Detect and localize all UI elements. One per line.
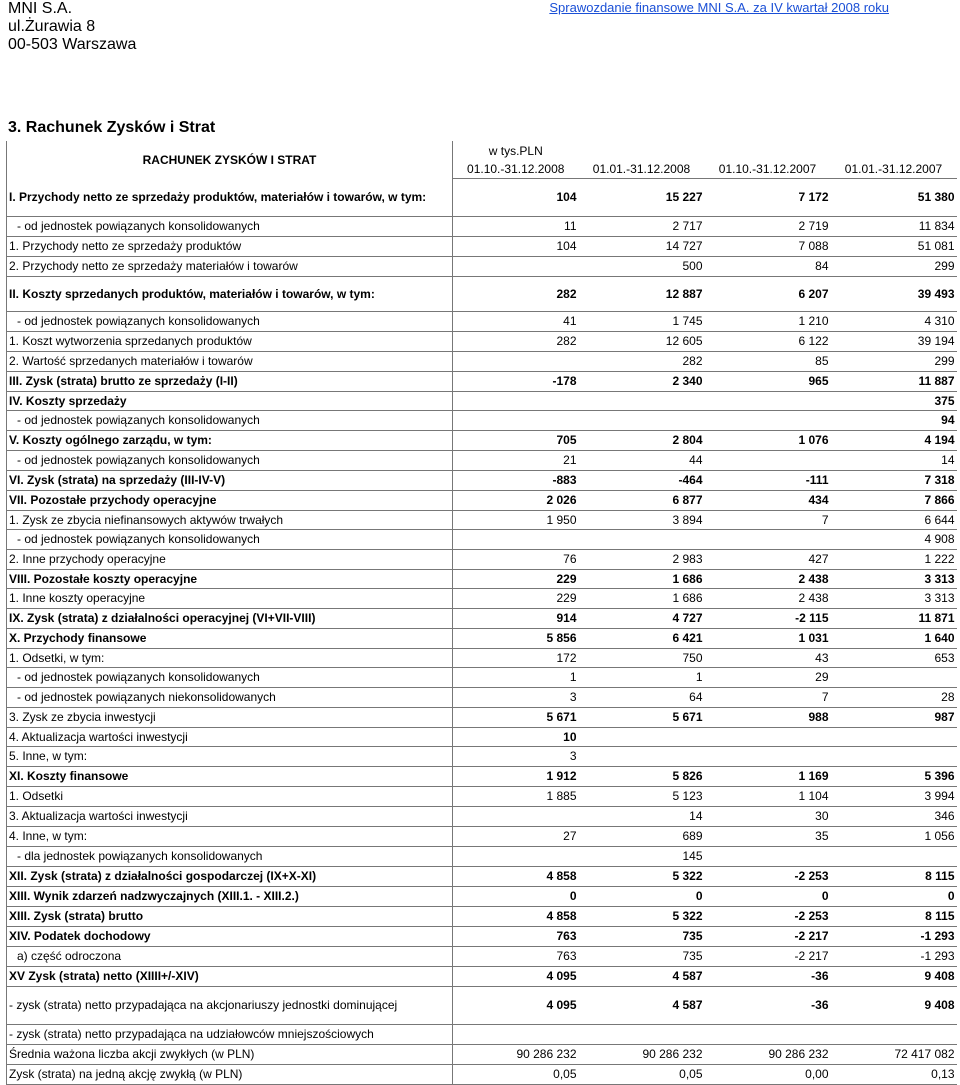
row-value (579, 529, 705, 549)
row-label: 3. Aktualizacja wartości inwestycji (7, 806, 453, 826)
row-value: 6 207 (705, 276, 831, 311)
table-row (7, 371, 957, 391)
row-value: 1 885 (453, 786, 579, 806)
row-value: 43 (705, 648, 831, 667)
row-value: 39 493 (831, 276, 957, 311)
row-value: 6 421 (579, 628, 705, 648)
row-value: 14 (579, 806, 705, 826)
row-value: 10 (453, 727, 579, 746)
period-header: 01.10.-31.12.2008 (453, 160, 579, 178)
table-row (7, 450, 957, 470)
row-value: 1 (453, 667, 579, 687)
row-label: III. Zysk (strata) brutto ze sprzedaży (I-II) (7, 371, 453, 391)
row-value: 1 222 (831, 549, 957, 569)
row-value: 763 (453, 926, 579, 946)
table-row (7, 727, 957, 746)
table-row (7, 608, 957, 628)
row-value: 500 (579, 256, 705, 276)
row-value (579, 1024, 705, 1044)
row-value: 735 (579, 926, 705, 946)
row-label: XII. Zysk (strata) z działalności gospodarczej (IX+X-XI) (7, 866, 453, 886)
row-value: 229 (453, 569, 579, 588)
row-label: - od jednostek powiązanych konsolidowanych (7, 410, 453, 430)
company-address-city: 00-503 Warszawa (8, 36, 137, 53)
row-value (705, 529, 831, 549)
row-value: 30 (705, 806, 831, 826)
row-value: 41 (453, 311, 579, 331)
row-label: 3. Zysk ze zbycia inwestycji (7, 707, 453, 727)
row-value: 12 605 (579, 331, 705, 351)
row-value: 5 826 (579, 766, 705, 786)
row-value: 3 994 (831, 786, 957, 806)
row-value: 1 056 (831, 826, 957, 846)
row-value: 282 (453, 276, 579, 311)
row-value (453, 410, 579, 430)
table-row (7, 178, 957, 216)
row-value: 4 858 (453, 906, 579, 926)
table-row (7, 628, 957, 648)
row-label: VII. Pozostałe przychody operacyjne (7, 490, 453, 510)
row-value: 2 719 (705, 216, 831, 236)
row-label: - od jednostek powiązanych niekonsolidowanych (7, 687, 453, 707)
row-value: 4 095 (453, 986, 579, 1024)
row-value: 4 194 (831, 430, 957, 450)
company-name: MNI S.A. (8, 0, 73, 17)
row-value: -2 253 (705, 866, 831, 886)
row-value: 2 438 (705, 588, 831, 608)
row-value: 14 727 (579, 236, 705, 256)
row-value: 1 912 (453, 766, 579, 786)
row-value: 85 (705, 351, 831, 371)
row-label: VIII. Pozostałe koszty operacyjne (7, 569, 453, 588)
row-value: 12 887 (579, 276, 705, 311)
row-value (453, 1024, 579, 1044)
table-row (7, 667, 957, 687)
row-value: 1 950 (453, 510, 579, 529)
row-value: 9 408 (831, 966, 957, 986)
row-value: 965 (705, 371, 831, 391)
row-value: 5 322 (579, 906, 705, 926)
row-value: 84 (705, 256, 831, 276)
row-value: -1 293 (831, 946, 957, 966)
row-value: 7 088 (705, 236, 831, 256)
row-value: 64 (579, 687, 705, 707)
row-label: 2. Wartość sprzedanych materiałów i towarów (7, 351, 453, 371)
row-value: 172 (453, 648, 579, 667)
row-value: -2 115 (705, 608, 831, 628)
row-value: 299 (831, 256, 957, 276)
row-value (705, 391, 831, 410)
row-value: 5 322 (579, 866, 705, 886)
table-row (7, 746, 957, 766)
row-value: 145 (579, 846, 705, 866)
row-label: 1. Inne koszty operacyjne (7, 588, 453, 608)
row-label: - od jednostek powiązanych konsolidowanych (7, 529, 453, 549)
row-value: 5 671 (579, 707, 705, 727)
row-value: 653 (831, 648, 957, 667)
table-row (7, 946, 957, 966)
table-row (7, 966, 957, 986)
row-value: 3 (453, 687, 579, 707)
table-row (7, 866, 957, 886)
table-row (7, 806, 957, 826)
section-title: 3. Rachunek Zysków i Strat (8, 119, 216, 136)
row-value: 375 (831, 391, 957, 410)
row-label: XV Zysk (strata) netto (XIIII+/-XIV) (7, 966, 453, 986)
row-value (453, 351, 579, 371)
row-value: 5 396 (831, 766, 957, 786)
table-row (7, 410, 957, 430)
row-label: 2. Inne przychody operacyjne (7, 549, 453, 569)
row-value: 6 877 (579, 490, 705, 510)
row-value: 1 169 (705, 766, 831, 786)
row-value (705, 1024, 831, 1044)
row-value: 4 727 (579, 608, 705, 628)
row-value: 434 (705, 490, 831, 510)
row-label: - zysk (strata) netto przypadająca na akcjonariuszy jednostki dominującej (7, 986, 453, 1024)
table-row (7, 351, 957, 371)
row-value: 44 (579, 450, 705, 470)
row-value: 104 (453, 236, 579, 256)
row-value: 35 (705, 826, 831, 846)
row-label: a) część odroczona (7, 946, 453, 966)
row-value: 4 095 (453, 966, 579, 986)
row-value: -2 217 (705, 926, 831, 946)
table-row (7, 707, 957, 727)
row-label: 1. Zysk ze zbycia niefinansowych aktywów trwałych (7, 510, 453, 529)
row-value: 1 (579, 667, 705, 687)
row-label: 1. Odsetki (7, 786, 453, 806)
table-row (7, 846, 957, 866)
table-row (7, 886, 957, 906)
row-value: 104 (453, 178, 579, 216)
row-label: Średnia ważona liczba akcji zwykłych (w PLN) (7, 1044, 453, 1064)
row-label: 4. Inne, w tym: (7, 826, 453, 846)
row-value (831, 727, 957, 746)
table-header-row (7, 141, 957, 160)
row-value: 4 587 (579, 986, 705, 1024)
table-row (7, 826, 957, 846)
row-value: 0,05 (453, 1064, 579, 1084)
table-row (7, 311, 957, 331)
row-value: 7 (705, 510, 831, 529)
row-value: 229 (453, 588, 579, 608)
table-row (7, 786, 957, 806)
row-value: 11 887 (831, 371, 957, 391)
row-value: 705 (453, 430, 579, 450)
row-value: 4 908 (831, 529, 957, 549)
row-value: 3 (453, 746, 579, 766)
row-label: 1. Koszt wytworzenia sprzedanych produktów (7, 331, 453, 351)
row-value: 4 310 (831, 311, 957, 331)
row-value: 735 (579, 946, 705, 966)
table-row (7, 276, 957, 311)
row-value: 11 871 (831, 608, 957, 628)
row-value: 4 587 (579, 966, 705, 986)
table-row (7, 648, 957, 667)
row-label: 1. Odsetki, w tym: (7, 648, 453, 667)
row-value: 0 (453, 886, 579, 906)
row-value: 2 438 (705, 569, 831, 588)
period-header: 01.10.-31.12.2007 (705, 160, 831, 178)
row-value: 4 858 (453, 866, 579, 886)
row-value: 29 (705, 667, 831, 687)
table-row (7, 986, 957, 1024)
row-value: 1 640 (831, 628, 957, 648)
row-label: - dla jednostek powiązanych konsolidowanych (7, 846, 453, 866)
row-value: 763 (453, 946, 579, 966)
row-value: 7 172 (705, 178, 831, 216)
table-title: RACHUNEK ZYSKÓW I STRAT (7, 141, 453, 178)
row-value (453, 391, 579, 410)
row-value: 21 (453, 450, 579, 470)
row-value (453, 256, 579, 276)
table-row (7, 510, 957, 529)
row-value (831, 746, 957, 766)
row-value: 0,05 (579, 1064, 705, 1084)
row-label: V. Koszty ogólnego zarządu, w tym: (7, 430, 453, 450)
table-row (7, 470, 957, 490)
row-value: 2 983 (579, 549, 705, 569)
table-row (7, 391, 957, 410)
company-header (8, 0, 136, 54)
row-value: 39 194 (831, 331, 957, 351)
row-value: -111 (705, 470, 831, 490)
row-value: 3 313 (831, 569, 957, 588)
row-label: X. Przychody finansowe (7, 628, 453, 648)
row-value: 2 717 (579, 216, 705, 236)
row-value: 0 (579, 886, 705, 906)
row-value: 0,00 (705, 1064, 831, 1084)
row-value: 51 380 (831, 178, 957, 216)
table-row (7, 1044, 957, 1064)
row-value: 750 (579, 648, 705, 667)
row-value: 6 644 (831, 510, 957, 529)
row-value: 11 (453, 216, 579, 236)
row-value: 346 (831, 806, 957, 826)
row-value: 282 (453, 331, 579, 351)
row-value: 90 286 232 (579, 1044, 705, 1064)
row-value (705, 450, 831, 470)
row-value: 427 (705, 549, 831, 569)
row-value: 3 894 (579, 510, 705, 529)
row-label: IV. Koszty sprzedaży (7, 391, 453, 410)
row-value: 0,13 (831, 1064, 957, 1084)
table-row (7, 490, 957, 510)
row-value: 282 (579, 351, 705, 371)
row-label: - od jednostek powiązanych konsolidowanych (7, 216, 453, 236)
table-row (7, 1064, 957, 1084)
table-row (7, 569, 957, 588)
row-label: XIII. Wynik zdarzeń nadzwyczajnych (XIII.1. - XIII.2.) (7, 886, 453, 906)
row-value (453, 846, 579, 866)
period-header: 01.01.-31.12.2008 (579, 160, 705, 178)
row-value (831, 846, 957, 866)
row-value: 689 (579, 826, 705, 846)
row-value: 7 318 (831, 470, 957, 490)
row-value: 988 (705, 707, 831, 727)
row-label: VI. Zysk (strata) na sprzedaży (III-IV-V) (7, 470, 453, 490)
row-value: -2 217 (705, 946, 831, 966)
report-title: Sprawozdanie finansowe MNI S.A. za IV kwartał 2008 roku (549, 0, 889, 15)
table-row (7, 687, 957, 707)
row-value (579, 410, 705, 430)
row-value: -36 (705, 966, 831, 986)
table-row (7, 588, 957, 608)
row-value: -36 (705, 986, 831, 1024)
table-row (7, 1024, 957, 1044)
row-value: 8 115 (831, 906, 957, 926)
row-value: 94 (831, 410, 957, 430)
row-label: Zysk (strata) na jedną akcję zwykłą (w PLN) (7, 1064, 453, 1084)
row-value: 6 122 (705, 331, 831, 351)
row-label: 4. Aktualizacja wartości inwestycji (7, 727, 453, 746)
row-value: 1 104 (705, 786, 831, 806)
row-value: 2 026 (453, 490, 579, 510)
row-value: 5 123 (579, 786, 705, 806)
row-label: XIV. Podatek dochodowy (7, 926, 453, 946)
row-value: 2 804 (579, 430, 705, 450)
row-value: 8 115 (831, 866, 957, 886)
table-row (7, 529, 957, 549)
row-value: 0 (831, 886, 957, 906)
row-label: II. Koszty sprzedanych produktów, materiałów i towarów, w tym: (7, 276, 453, 311)
row-label: - zysk (strata) netto przypadająca na udziałowców mniejszościowych (7, 1024, 453, 1044)
row-value: 90 286 232 (705, 1044, 831, 1064)
row-value: 15 227 (579, 178, 705, 216)
period-header: 01.01.-31.12.2007 (831, 160, 957, 178)
row-value: 76 (453, 549, 579, 569)
row-value: 1 031 (705, 628, 831, 648)
row-value (453, 806, 579, 826)
table-row (7, 430, 957, 450)
row-value: 1 076 (705, 430, 831, 450)
unit-label: w tys.PLN (488, 143, 543, 158)
row-value (705, 727, 831, 746)
row-value: 1 745 (579, 311, 705, 331)
row-value: -883 (453, 470, 579, 490)
row-value: 987 (831, 707, 957, 727)
row-value (705, 846, 831, 866)
row-value: 3 313 (831, 588, 957, 608)
row-value: 14 (831, 450, 957, 470)
income-statement-table (6, 141, 957, 1085)
row-value: 7 (705, 687, 831, 707)
table-row (7, 766, 957, 786)
row-value (579, 391, 705, 410)
row-value: -178 (453, 371, 579, 391)
row-label: - od jednostek powiązanych konsolidowanych (7, 667, 453, 687)
row-value: 7 866 (831, 490, 957, 510)
row-value: 90 286 232 (453, 1044, 579, 1064)
table-row (7, 549, 957, 569)
row-label: XIII. Zysk (strata) brutto (7, 906, 453, 926)
row-label: 5. Inne, w tym: (7, 746, 453, 766)
row-value (705, 410, 831, 430)
row-label: 2. Przychody netto ze sprzedaży materiałów i towarów (7, 256, 453, 276)
row-value (705, 746, 831, 766)
row-value: 9 408 (831, 986, 957, 1024)
row-label: - od jednostek powiązanych konsolidowanych (7, 311, 453, 331)
table-row (7, 216, 957, 236)
row-value (579, 746, 705, 766)
row-value (579, 727, 705, 746)
row-value: 11 834 (831, 216, 957, 236)
row-value: -2 253 (705, 906, 831, 926)
row-value: -464 (579, 470, 705, 490)
row-label: I. Przychody netto ze sprzedaży produktów, materiałów i towarów, w tym: (7, 178, 453, 216)
row-value: 51 081 (831, 236, 957, 256)
table-row (7, 906, 957, 926)
row-value (831, 667, 957, 687)
row-label: - od jednostek powiązanych konsolidowanych (7, 450, 453, 470)
row-value: 1 210 (705, 311, 831, 331)
table-row (7, 331, 957, 351)
row-value: 27 (453, 826, 579, 846)
table-row (7, 256, 957, 276)
row-value: 5 856 (453, 628, 579, 648)
table-row (7, 236, 957, 256)
row-value: 72 417 082 (831, 1044, 957, 1064)
row-value: 0 (705, 886, 831, 906)
table-row (7, 926, 957, 946)
company-address-street: ul.Żurawia 8 (8, 18, 96, 35)
row-value: 2 340 (579, 371, 705, 391)
row-value: 1 686 (579, 588, 705, 608)
row-value: 914 (453, 608, 579, 628)
row-label: IX. Zysk (strata) z działalności operacyjnej (VI+VII-VIII) (7, 608, 453, 628)
row-value: 1 686 (579, 569, 705, 588)
row-label: XI. Koszty finansowe (7, 766, 453, 786)
row-value (453, 529, 579, 549)
row-value: 299 (831, 351, 957, 371)
row-value: -1 293 (831, 926, 957, 946)
row-value (831, 1024, 957, 1044)
row-value: 5 671 (453, 707, 579, 727)
row-label: 1. Przychody netto ze sprzedaży produktów (7, 236, 453, 256)
row-value: 28 (831, 687, 957, 707)
